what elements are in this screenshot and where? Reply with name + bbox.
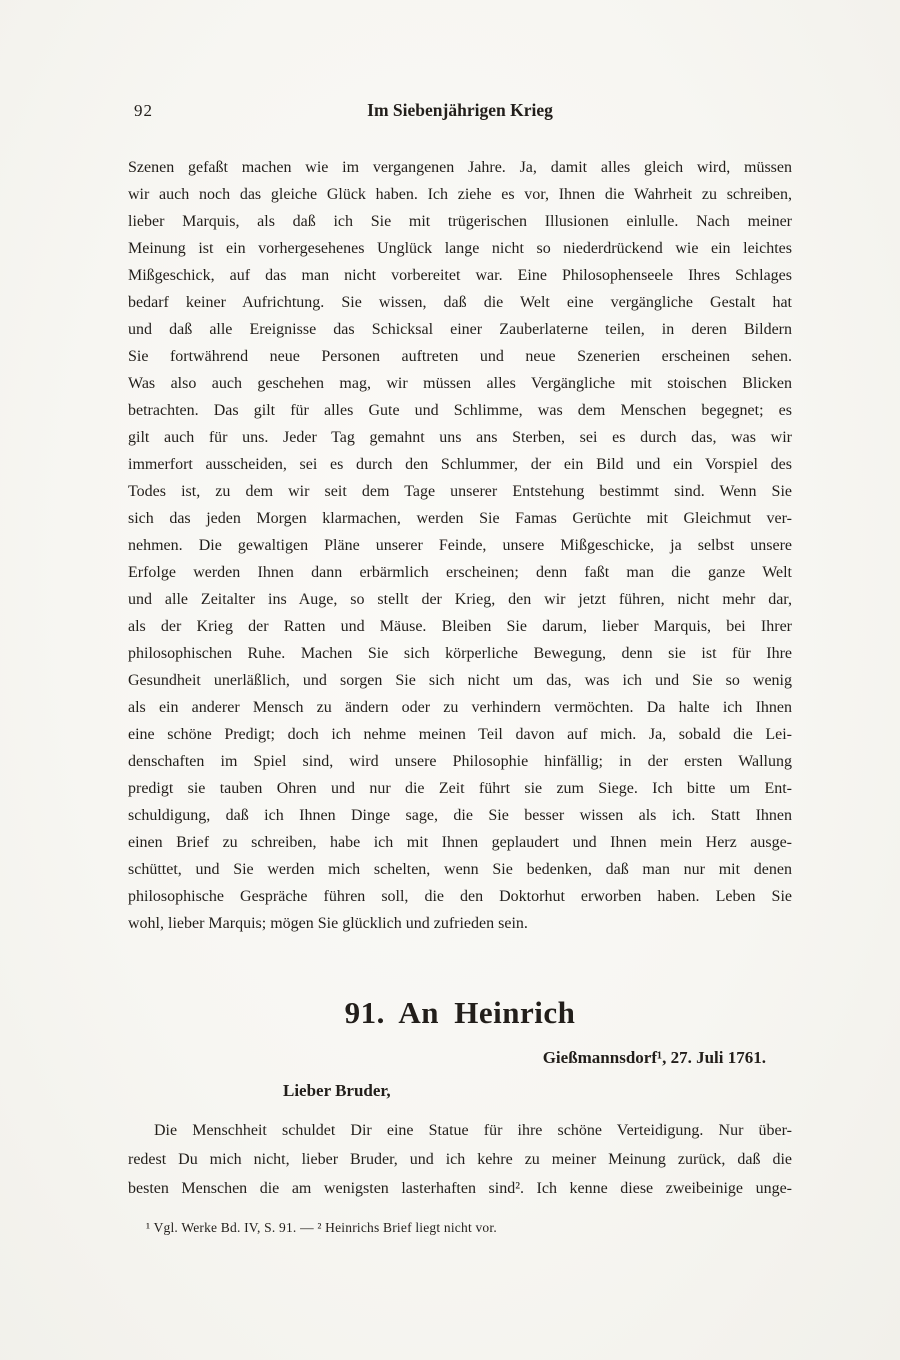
text-line: besten Menschen die am wenigsten lasterhaften sind². Ich kenne diese zweibeinige unge-	[128, 1180, 792, 1197]
text-line: Meinung ist ein vorhergesehenes Unglück lange nicht so niederdrückend wie ein leichtes	[128, 240, 792, 257]
text-line: sich das jeden Morgen klarmachen, werden Sie Famas Gerüchte mit Gleichmut ver-	[128, 510, 792, 527]
text-line: Sie fortwährend neue Personen auftreten und neue Szenerien erscheinen sehen.	[128, 348, 792, 365]
text-line: philosophischen Ruhe. Machen Sie sich körperliche Bewegung, denn sie ist für Ihre	[128, 645, 792, 662]
text-line: gilt auch für uns. Jeder Tag gemahnt uns ans Sterben, sei es durch das, was wir	[128, 429, 792, 446]
text-line: denschaften im Spiel sind, wird unsere Philosophie hinfällig; in der ersten Wallung	[128, 753, 792, 770]
footnote: ¹ Vgl. Werke Bd. IV, S. 91. — ² Heinrichs Brief liegt nicht vor.	[146, 1220, 497, 1235]
text-line: und daß alle Ereignisse das Schicksal einer Zauberlaterne teilen, in deren Bildern	[128, 321, 792, 338]
text-line: Gesundheit unerläßlich, und sorgen Sie sich nicht um das, was ich und Sie so wenig	[128, 672, 792, 689]
letter-salutation: Lieber Bruder,	[283, 1081, 391, 1100]
text-line: lieber Marquis, als daß ich Sie mit trügerischen Illusionen einlulle. Nach meiner	[128, 213, 792, 230]
text-line: nehmen. Die gewaltigen Pläne unserer Feinde, unsere Mißgeschicke, ja selbst unsere	[128, 537, 792, 554]
text-line: Was also auch geschehen mag, wir müssen alles Vergängliche mit stoischen Blicken	[128, 375, 792, 392]
running-head	[128, 100, 792, 124]
text-line: wir auch noch das gleiche Glück haben. Ich ziehe es vor, Ihnen die Wahrheit zu schreiben,	[128, 186, 792, 203]
running-title: Im Siebenjährigen Krieg	[367, 100, 553, 120]
text-line: einen Brief zu schreiben, habe ich mit Ihnen geplaudert und Ihnen mein Herz ausge-	[128, 834, 792, 851]
text-line: schüttet, und Sie werden mich schelten, wenn Sie bedenken, daß man nur mit denen	[128, 861, 792, 878]
text-line: als ein anderer Mensch zu ändern oder zu verhindern vermöchten. Da halte ich Ihnen	[128, 699, 792, 716]
text-line: Erfolge werden Ihnen dann erbärmlich erscheinen; denn faßt man die ganze Welt	[128, 564, 792, 581]
letter-heading: 91. An Heinrich	[344, 995, 576, 1030]
text-line: als der Krieg der Ratten und Mäuse. Bleiben Sie darum, lieber Marquis, bei Ihrer	[128, 618, 792, 635]
text-line: Mißgeschick, auf das man nicht vorbereitet war. Eine Philosophenseele Ihres Schlages	[128, 267, 792, 284]
text-line: Die Menschheit schuldet Dir eine Statue für ihre schöne Verteidigung. Nur über-	[154, 1122, 792, 1139]
text-line: Todes ist, zu dem wir seit dem Tage unserer Entstehung bestimmt sind. Wenn Sie	[128, 483, 792, 500]
text-line: immerfort ausscheiden, sei es durch den Schlummer, der ein Bild und ein Vorspiel des	[128, 456, 792, 473]
page-number: 92	[134, 101, 153, 120]
letter-continuation-paragraph	[128, 154, 792, 937]
text-line: und alle Zeitalter ins Auge, so stellt der Krieg, den wir jetzt führen, nicht mehr dar,	[128, 591, 792, 608]
text-line: bedarf keiner Aufrichtung. Sie wissen, daß die Welt eine vergängliche Gestalt hat	[128, 294, 792, 311]
text-line: philosophische Gespräche führen soll, die den Doktorhut erworben haben. Leben Sie	[128, 888, 792, 905]
text-line: redest Du mich nicht, lieber Bruder, und ich kehre zu meiner Meinung zurück, daß die	[128, 1151, 792, 1168]
text-line: Szenen gefaßt machen wie im vergangenen Jahre. Ja, damit alles gleich wird, müssen	[128, 159, 792, 176]
text-line: predigt sie tauben Ohren und nur die Zeit führt sie zum Siege. Ich bitte um Ent-	[128, 780, 792, 797]
letter-dateline: Gießmannsdorf¹, 27. Juli 1761.	[542, 1048, 766, 1067]
text-line: betrachten. Das gilt für alles Gute und Schlimme, was dem Menschen begegnet; es	[128, 402, 792, 419]
text-line: eine schöne Predigt; doch ich nehme meinen Teil davon auf mich. Ja, sobald die Lei-	[128, 726, 792, 743]
letter-91-opening-paragraph	[128, 1116, 792, 1203]
text-line: wohl, lieber Marquis; mögen Sie glücklich und zufrieden sein.	[128, 915, 528, 932]
text-line: schuldigung, daß ich Ihnen Dinge sage, die Sie besser wissen als ich. Statt Ihnen	[128, 807, 792, 824]
